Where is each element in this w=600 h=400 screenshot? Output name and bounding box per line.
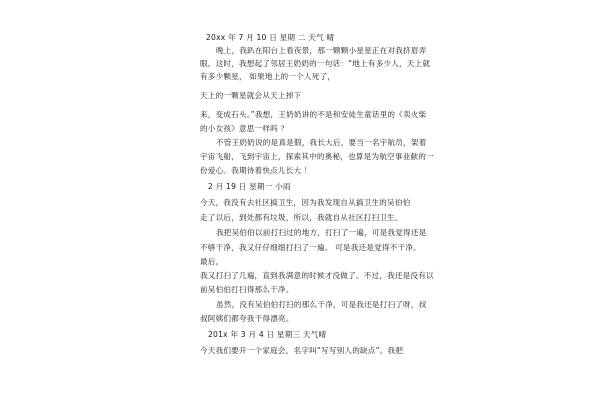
diary-date-heading: 201x 年 3 月 4 日 星期三 天气晴 [208, 330, 327, 339]
paragraph-line: 虽然，没有吴伯伯打扫的那么干净，可是我还是打扫了呀，叔 [216, 300, 427, 309]
diary-date-heading: 2 月 19 日 星期一 小雨 [208, 182, 291, 191]
paragraph-line: 来，变成石头。”我想，王奶奶讲的不是和安徒生童话里的《卖火柴 [200, 110, 427, 119]
paragraph-line: 走了以后，到处都有垃圾，所以，我就自从社区打扫卫生。 [200, 213, 403, 222]
paragraph-line: 我又打扫了几遍，直到我满意的时候才没做了。不过，我还是没有以 [200, 271, 434, 280]
paragraph-line: 今天，我没有去社区搞卫生，因为我发现自从搞卫生的吴伯伯 [200, 198, 411, 207]
diary-date-heading: 20xx 年 7 月 10 日 星期 二 天气 晴 [206, 33, 335, 42]
paragraph-line: 前吴伯伯打扫得那么干净。 [200, 285, 294, 294]
paragraph-line: 天上的一颗星就会从天上掉下 [200, 91, 302, 100]
paragraph-line: 我把吴伯伯以前打扫过的地方，打扫了一遍，可是我觉得还是 [216, 228, 427, 237]
paragraph-line: 不够干净，我又仔仔细细打扫了一遍。 可是我还是觉得不干净。 [200, 243, 421, 252]
paragraph-line: 最后， [200, 257, 224, 266]
paragraph-line: 晚上，我趴在阳台上看夜景，那一颗颗小星星正在对我挤眉弄 [216, 46, 427, 55]
paragraph-line: 叔阿姨们都夸我干得漂亮。 [200, 314, 294, 323]
paragraph-line: 眼。这时，我想起了邻居王奶奶的一句话：“地上有多少人，天上就 [200, 59, 431, 68]
paragraph-line: 宇宙飞船，飞到宇宙上，探索其中的奥秘，也算是为航空事业献的一 [200, 152, 434, 161]
paragraph-line: 的小女孩》意思一样吗 ？ [200, 124, 289, 133]
paragraph-line: 有多少颗星， 如果地上的一个人死了， [200, 72, 336, 81]
paragraph-line: 不管王奶奶说的是真是假，我长大后，要当一名宇航员，架着 [216, 138, 427, 147]
paragraph-line: 今天我们要开一个家庭会，名字叫“写写别人的缺点”。我把 [200, 346, 404, 355]
paragraph-line: 份爱心。我期待着快点儿长大 ！ [200, 166, 312, 175]
